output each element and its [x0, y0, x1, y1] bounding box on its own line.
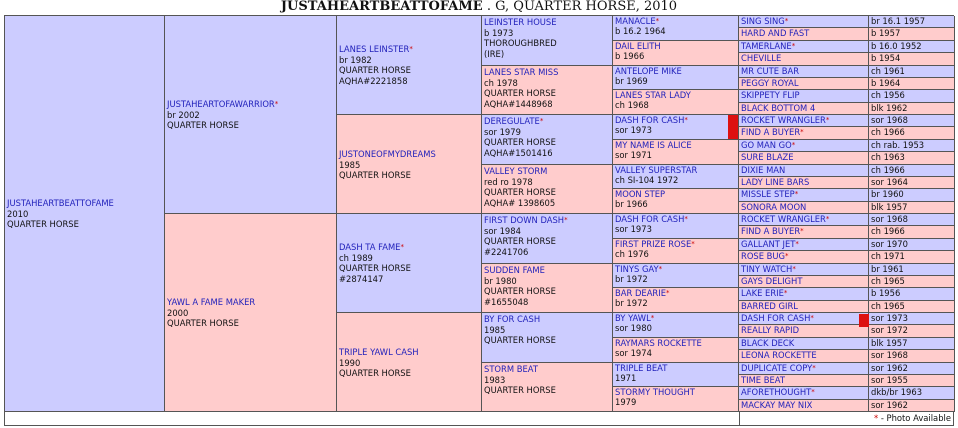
horse-name-link[interactable]: BLACK DECK: [741, 338, 795, 348]
photo-star-icon: *: [666, 289, 670, 297]
horse-detail-line: 2010: [7, 208, 29, 219]
g5-horse-cell: [613, 288, 739, 313]
horse-detail-line: #2241706: [484, 246, 529, 257]
g6-horse-name-cell: [739, 276, 869, 288]
g2-horse-info: [167, 17, 334, 131]
g6-horse-name-cell: [739, 152, 869, 165]
horse-name-link[interactable]: BY FOR CASH: [484, 314, 541, 324]
horse-detail-line: AQHA#2221858: [339, 75, 408, 86]
horse-detail-line: br 1980: [484, 275, 517, 286]
g6-horse-detail-cell: b 1957: [869, 28, 955, 41]
g5-horse-cell: [613, 264, 739, 288]
g3-horse-info: [339, 17, 479, 86]
g6-horse-name-cell: [739, 251, 869, 264]
horse-name-line: [615, 239, 736, 249]
g5-horse-cell: [613, 189, 739, 214]
horse-detail-line: br 1969: [615, 76, 648, 87]
horse-detail-line: b 16.2 1964: [615, 26, 666, 37]
g6-horse-name-cell: [739, 103, 869, 115]
horse-name-link[interactable]: JUSTAHEARTOFAWARRIOR: [167, 99, 275, 109]
horse-name-link[interactable]: FIRST DOWN DASH: [484, 215, 565, 225]
horse-name-link[interactable]: DEREGULATE: [484, 116, 540, 126]
horse-name-link[interactable]: STORMY THOUGHT: [615, 387, 695, 397]
horse-name-link[interactable]: BARRED GIRL: [741, 301, 798, 311]
horse-detail-line: 1985: [339, 159, 361, 170]
horse-name-line: [615, 338, 736, 348]
horse-name-link[interactable]: FIRST PRIZE ROSE: [615, 239, 692, 249]
photo-star-icon: *: [825, 116, 830, 124]
photo-star-icon: *: [684, 116, 688, 124]
g4-horse-info: [484, 265, 610, 307]
horse-name-link[interactable]: YAWL A FAME MAKER: [167, 297, 256, 307]
horse-detail-line: sor 1971: [615, 150, 652, 161]
g6-horse-name-cell: [739, 202, 869, 214]
g6-horse-detail-cell: sor 1964: [869, 177, 955, 189]
g6-horse-name-cell: [739, 387, 869, 400]
horse-name-link[interactable]: MR CUTE BAR: [741, 66, 800, 76]
horse-name-line: [615, 189, 736, 199]
photo-star-icon: *: [655, 17, 660, 25]
footer-blank: [5, 412, 740, 425]
horse-name-line: [615, 313, 736, 323]
g5-horse-cell: [613, 115, 739, 140]
duplicate-marker: [728, 115, 738, 139]
table-footer: [4, 412, 954, 426]
horse-detail-line: sor 1973: [615, 224, 652, 235]
horse-name-link[interactable]: SKIPPETY FLIP: [741, 90, 800, 100]
g6-horse-detail-cell: sor 1962: [869, 400, 955, 412]
horse-detail-line: br 1966: [615, 199, 648, 210]
photo-star-icon: *: [792, 265, 796, 273]
horse-name-link[interactable]: GO MAN GO: [741, 140, 792, 150]
g3-horse-cell: [337, 214, 482, 313]
g6-horse-detail-cell: ch 1961: [869, 66, 955, 78]
horse-name-link[interactable]: LANES STAR MISS: [484, 67, 559, 77]
horse-name-line: [484, 265, 610, 276]
photo-star-icon: *: [825, 215, 830, 223]
horse-name-line: [484, 67, 610, 78]
horse-name-line: [339, 44, 479, 55]
horse-name-line: [167, 99, 334, 110]
photo-star-icon: *: [274, 100, 279, 108]
photo-star-icon: *: [783, 289, 788, 297]
photo-star-icon: *: [785, 252, 789, 260]
horse-detail-line: br 1982: [339, 54, 372, 65]
horse-name-link[interactable]: TAMERLANE: [741, 41, 792, 51]
horse-detail-line: ch 1976: [615, 249, 649, 260]
horse-detail-line: QUARTER HORSE: [339, 368, 411, 379]
g6-horse-detail-cell: ch 1971: [869, 251, 955, 264]
g6-horse-detail-cell: sor 1968: [869, 115, 955, 127]
g3-horse-info: [339, 116, 479, 181]
g6-horse-name-cell: [739, 115, 869, 127]
horse-detail-line: 1990: [339, 357, 361, 368]
horse-name-link[interactable]: PEGGY ROYAL: [741, 78, 799, 88]
g6-horse-name-cell: [739, 325, 869, 338]
horse-name-line: [484, 215, 610, 226]
horse-name-link[interactable]: DUPLICATE COPY: [741, 363, 813, 373]
horse-name-link[interactable]: TRIPLE YAWL CASH: [339, 347, 419, 357]
horse-name-line: [339, 242, 479, 253]
horse-name-link[interactable]: SUDDEN FAME: [484, 265, 545, 275]
photo-star-icon: *: [810, 314, 814, 322]
g6-horse-detail-cell: blk 1957: [869, 202, 955, 214]
horse-detail-line: QUARTER HORSE: [484, 385, 556, 396]
g6-horse-name-cell: [739, 338, 869, 350]
g6-horse-detail-cell: ch 1965: [869, 301, 955, 313]
horse-name-line: [615, 288, 736, 298]
photo-star-icon: *: [791, 42, 796, 50]
g6-horse-name-cell: [739, 78, 869, 90]
horse-detail-line: AQHA#1501416: [484, 147, 553, 158]
horse-name-link[interactable]: VALLEY STORM: [484, 166, 548, 176]
g6-horse-detail-cell: b 1956: [869, 288, 955, 301]
horse-name-link[interactable]: LEINSTER HOUSE: [484, 17, 557, 27]
horse-name-link[interactable]: MACKAY MAY NIX: [741, 400, 813, 410]
g3-horse-info: [339, 314, 479, 379]
photo-star-icon: *: [873, 413, 879, 423]
horse-name-link[interactable]: JUSTONEOFMYDREAMS: [339, 149, 436, 159]
g4-horse-cell: [482, 363, 613, 412]
g6-horse-detail-cell: br 1960: [869, 189, 955, 202]
g4-horse-info: [484, 166, 610, 208]
photo-legend: [874, 413, 951, 423]
g3-horse-info: [339, 215, 479, 284]
g5-horse-cell: [613, 90, 739, 115]
g5-horse-cell: [613, 214, 739, 239]
horse-name-link[interactable]: SURE BLAZE: [741, 152, 794, 162]
horse-name-link[interactable]: ROCKET WRANGLER: [741, 115, 826, 125]
horse-detail-line: sor 1980: [615, 323, 652, 334]
horse-detail-line: AQHA#1448968: [484, 98, 553, 109]
horse-name-line: [484, 17, 610, 28]
horse-name-link[interactable]: TINY WATCH: [741, 264, 793, 274]
horse-name-link[interactable]: DASH FOR CASH: [615, 214, 685, 224]
g6-horse-detail-cell: br 1961: [869, 264, 955, 276]
horse-detail-line: #2874147: [339, 273, 384, 284]
horse-detail-line: QUARTER HORSE: [167, 120, 239, 131]
horse-name-line: [615, 41, 736, 51]
g5-horse-cell: [613, 363, 739, 387]
horse-name-link[interactable]: HARD AND FAST: [741, 28, 810, 38]
horse-detail-line: AQHA# 1398605: [484, 197, 556, 208]
horse-detail-line: sor 1974: [615, 348, 652, 359]
g4-horse-info: [484, 67, 610, 109]
horse-detail-line: QUARTER HORSE: [484, 137, 556, 148]
horse-name-link[interactable]: AFORETHOUGHT: [741, 387, 812, 397]
g6-horse-detail-cell: sor 1968: [869, 214, 955, 226]
g6-horse-name-cell: [739, 313, 869, 325]
g4-horse-cell: [482, 313, 613, 363]
horse-name-link[interactable]: DIXIE MAN: [741, 165, 786, 175]
photo-star-icon: *: [400, 243, 404, 251]
page-title: [0, 0, 958, 13]
horse-name-link[interactable]: FIND A BUYER: [741, 127, 801, 137]
horse-name-link[interactable]: DASH FOR CASH: [741, 313, 811, 323]
g6-horse-name-cell: [739, 165, 869, 177]
horse-name-link[interactable]: SING SING: [741, 16, 785, 26]
horse-name-line: [484, 116, 610, 127]
horse-detail-line: QUARTER HORSE: [7, 219, 79, 230]
g6-horse-name-cell: [739, 16, 869, 28]
horse-detail-line: b 1973: [484, 27, 514, 38]
horse-name-link[interactable]: DASH FOR CASH: [615, 115, 685, 125]
g6-horse-name-cell: [739, 66, 869, 78]
g4-horse-info: [484, 17, 610, 59]
g6-horse-name-cell: [739, 53, 869, 66]
g4-horse-info: [484, 364, 610, 396]
g5-horse-cell: [613, 165, 739, 189]
horse-name-link[interactable]: VALLEY SUPERSTAR: [615, 165, 698, 175]
horse-detail-line: b 1966: [615, 51, 645, 62]
horse-name-link[interactable]: BY YAWL: [615, 313, 651, 323]
horse-name-link[interactable]: TINYS GAY: [615, 264, 659, 274]
horse-detail-line: ch SI-104 1972: [615, 175, 679, 186]
horse-detail-line: 1985: [484, 324, 506, 335]
horse-detail-line: 1971: [615, 373, 637, 384]
horse-name-line: [615, 214, 736, 224]
g6-horse-detail-cell: ch rab. 1953: [869, 140, 955, 152]
horse-name-link[interactable]: MY NAME IS ALICE: [615, 140, 692, 150]
horse-name-line: [484, 166, 610, 177]
g6-horse-detail-cell: ch 1965: [869, 276, 955, 288]
g6-horse-detail-cell: sor 1972: [869, 325, 955, 338]
g1-horse-info: [7, 17, 162, 230]
horse-detail-line: ch 1978: [484, 77, 518, 88]
horse-name-link[interactable]: TRIPLE BEAT: [615, 363, 668, 373]
photo-star-icon: *: [800, 227, 804, 235]
g6-horse-detail-cell: sor 1962: [869, 363, 955, 375]
horse-name-link[interactable]: JUSTAHEARTBEATTOFAME: [7, 198, 114, 208]
horse-name-line: [7, 198, 162, 209]
g6-horse-detail-cell: sor 1970: [869, 239, 955, 251]
g6-horse-detail-cell: b 16.0 1952: [869, 41, 955, 53]
g5-horse-cell: [613, 338, 739, 363]
horse-name-link[interactable]: ROSE BUG: [741, 251, 786, 261]
photo-star-icon: *: [795, 240, 799, 248]
g6-horse-detail-cell: ch 1966: [869, 127, 955, 140]
horse-name-link[interactable]: FIND A BUYER: [741, 226, 801, 236]
photo-star-icon: *: [539, 117, 544, 125]
horse-detail-line: QUARTER HORSE: [484, 88, 556, 99]
g6-horse-detail-cell: dkb/br 1963: [869, 387, 955, 400]
photo-star-icon: *: [811, 388, 815, 396]
g6-horse-name-cell: [739, 214, 869, 226]
horse-detail-line: sor 1979: [484, 126, 521, 137]
g6-horse-name-cell: [739, 363, 869, 375]
horse-detail-line: br 1972: [615, 298, 648, 309]
horse-detail-line: QUARTER HORSE: [339, 65, 411, 76]
photo-star-icon: *: [691, 240, 695, 248]
horse-name-line: [615, 387, 736, 397]
g4-horse-cell: [482, 165, 613, 214]
g6-horse-detail-cell: ch 1966: [869, 165, 955, 177]
g6-horse-detail-cell: ch 1956: [869, 90, 955, 103]
g6-horse-detail-cell: br 16.1 1957: [869, 16, 955, 28]
g5-horse-cell: [613, 66, 739, 90]
g4-horse-info: [484, 314, 610, 346]
horse-name-link[interactable]: MISSLE STEP: [741, 189, 795, 199]
g5-horse-cell: [613, 16, 739, 41]
horse-name-line: [615, 16, 736, 26]
horse-name-link[interactable]: MANACLE: [615, 16, 656, 26]
horse-name-link[interactable]: LEONA ROCKETTE: [741, 350, 817, 360]
g6-horse-name-cell: [739, 41, 869, 53]
horse-name-link[interactable]: LANES STAR LADY: [615, 90, 691, 100]
horse-name-link[interactable]: TIME BEAT: [741, 375, 785, 385]
g6-horse-detail-cell: sor 1968: [869, 350, 955, 363]
horse-detail-line: #1655048: [484, 296, 529, 307]
horse-name-line: [615, 165, 736, 175]
g6-horse-name-cell: [739, 226, 869, 239]
horse-detail-line: QUARTER HORSE: [339, 170, 411, 181]
photo-star-icon: *: [800, 128, 804, 136]
horse-detail-line: QUARTER HORSE: [484, 286, 556, 297]
photo-star-icon: *: [564, 216, 568, 224]
horse-name-link[interactable]: CHEVILLE: [741, 53, 782, 63]
horse-name-link[interactable]: DAIL ELITH: [615, 41, 661, 51]
horse-name-link[interactable]: STORM BEAT: [484, 364, 538, 374]
horse-detail-line: sor 1973: [615, 125, 652, 136]
g6-horse-name-cell: [739, 400, 869, 412]
horse-name-link[interactable]: GALLANT JET: [741, 239, 796, 249]
g4-horse-cell: [482, 214, 613, 264]
g5-horse-cell: [613, 239, 739, 264]
g3-horse-cell: [337, 16, 482, 115]
horse-name-line: [615, 140, 736, 150]
horse-detail-line: 1983: [484, 374, 506, 385]
photo-star-icon: *: [791, 141, 796, 149]
horse-detail-line: 1979: [615, 397, 637, 408]
horse-name-link[interactable]: LADY LINE BARS: [741, 177, 810, 187]
horse-name-link[interactable]: BAR DEARIE: [615, 288, 667, 298]
g6-horse-name-cell: [739, 375, 869, 387]
g6-horse-name-cell: [739, 301, 869, 313]
g6-horse-name-cell: [739, 288, 869, 301]
horse-name-link[interactable]: MOON STEP: [615, 189, 666, 199]
g2-horse-cell: [165, 16, 337, 214]
g4-horse-cell: [482, 16, 613, 66]
duplicate-marker: [859, 314, 869, 327]
horse-detail-line: THOROUGHBRED: [484, 38, 557, 49]
horse-detail-line: br 1972: [615, 274, 648, 285]
g2-horse-info: [167, 215, 334, 329]
photo-star-icon: *: [812, 364, 816, 372]
horse-detail-line: 2000: [167, 307, 189, 318]
g6-horse-name-cell: [739, 28, 869, 41]
horse-name-link[interactable]: DASH TA FAME: [339, 242, 401, 252]
g4-horse-info: [484, 215, 610, 257]
g4-horse-cell: [482, 115, 613, 165]
g3-horse-cell: [337, 115, 482, 214]
g6-horse-detail-cell: blk 1962: [869, 103, 955, 115]
horse-name-line: [615, 363, 736, 373]
horse-detail-line: QUARTER HORSE: [339, 263, 411, 274]
photo-star-icon: *: [794, 190, 799, 198]
horse-name-link[interactable]: GAYS DELIGHT: [741, 276, 803, 286]
horse-name-line: [167, 297, 334, 308]
horse-detail-line: red ro 1978: [484, 176, 533, 187]
g6-horse-name-cell: [739, 127, 869, 140]
g6-horse-name-cell: [739, 90, 869, 103]
horse-name-line: [339, 347, 479, 358]
g6-horse-name-cell: [739, 239, 869, 251]
horse-name-line: [615, 90, 736, 100]
horse-detail-line: QUARTER HORSE: [484, 236, 556, 247]
photo-star-icon: *: [650, 314, 655, 322]
horse-name-link[interactable]: LAKE ERIE: [741, 288, 784, 298]
horse-name-link[interactable]: ANTELOPE MIKE: [615, 66, 682, 76]
horse-detail-line: QUARTER HORSE: [167, 318, 239, 329]
g4-horse-cell: [482, 264, 613, 313]
g6-horse-name-cell: [739, 264, 869, 276]
g6-horse-detail-cell: sor 1955: [869, 375, 955, 387]
horse-detail-line: (IRE): [484, 48, 505, 59]
horse-detail-line: sor 1984: [484, 225, 521, 236]
g4-horse-info: [484, 116, 610, 158]
horse-name-link[interactable]: LANES LEINSTER: [339, 44, 410, 54]
g2-horse-cell: [165, 214, 337, 412]
horse-name-line: [484, 314, 610, 325]
g6-horse-detail-cell: ch 1963: [869, 152, 955, 165]
horse-name-line: [615, 115, 736, 125]
pedigree-table: [4, 15, 954, 412]
horse-name-link[interactable]: ROCKET WRANGLER: [741, 214, 826, 224]
horse-name-link[interactable]: RAYMARS ROCKETTE: [615, 338, 702, 348]
g5-horse-cell: [613, 313, 739, 338]
photo-legend-text: - Photo Available: [880, 413, 951, 423]
g6-horse-name-cell: [739, 189, 869, 202]
horse-detail-line: ch 1968: [615, 100, 649, 111]
g6-horse-detail-cell: blk 1957: [869, 338, 955, 350]
g3-horse-cell: [337, 313, 482, 412]
photo-star-icon: *: [409, 45, 413, 53]
photo-star-icon: *: [684, 215, 688, 223]
horse-name-line: [484, 364, 610, 375]
g6-horse-name-cell: [739, 350, 869, 363]
horse-detail-line: ch 1989: [339, 252, 373, 263]
horse-detail-line: QUARTER HORSE: [484, 335, 556, 346]
g6-horse-detail-cell: b 1954: [869, 53, 955, 66]
horse-name-line: [615, 264, 736, 274]
g4-horse-cell: [482, 66, 613, 115]
horse-detail-line: QUARTER HORSE: [484, 187, 556, 198]
horse-name-line: [615, 66, 736, 76]
g5-horse-cell: [613, 41, 739, 66]
g6-horse-detail-cell: b 1964: [869, 78, 955, 90]
horse-name-line: [339, 149, 479, 160]
g5-horse-cell: [613, 140, 739, 165]
horse-name-link[interactable]: REALLY RAPID: [741, 325, 800, 335]
photo-star-icon: *: [784, 17, 789, 25]
g5-horse-cell: [613, 387, 739, 412]
horse-name-link[interactable]: SONORA MOON: [741, 202, 807, 212]
g6-horse-detail-cell: ch 1966: [869, 226, 955, 239]
g1-horse-cell: [5, 16, 165, 412]
horse-name-title: JUSTAHEARTBEATTOFAME: [280, 0, 483, 14]
horse-detail-line: br 2002: [167, 109, 200, 120]
horse-name-link[interactable]: BLACK BOTTOM 4: [741, 103, 816, 113]
g6-horse-name-cell: [739, 177, 869, 189]
g6-horse-detail-cell: sor 1973: [869, 313, 955, 325]
horse-info-title: . G, QUARTER HORSE, 2010: [486, 0, 678, 14]
photo-star-icon: *: [658, 265, 663, 273]
g6-horse-name-cell: [739, 140, 869, 152]
